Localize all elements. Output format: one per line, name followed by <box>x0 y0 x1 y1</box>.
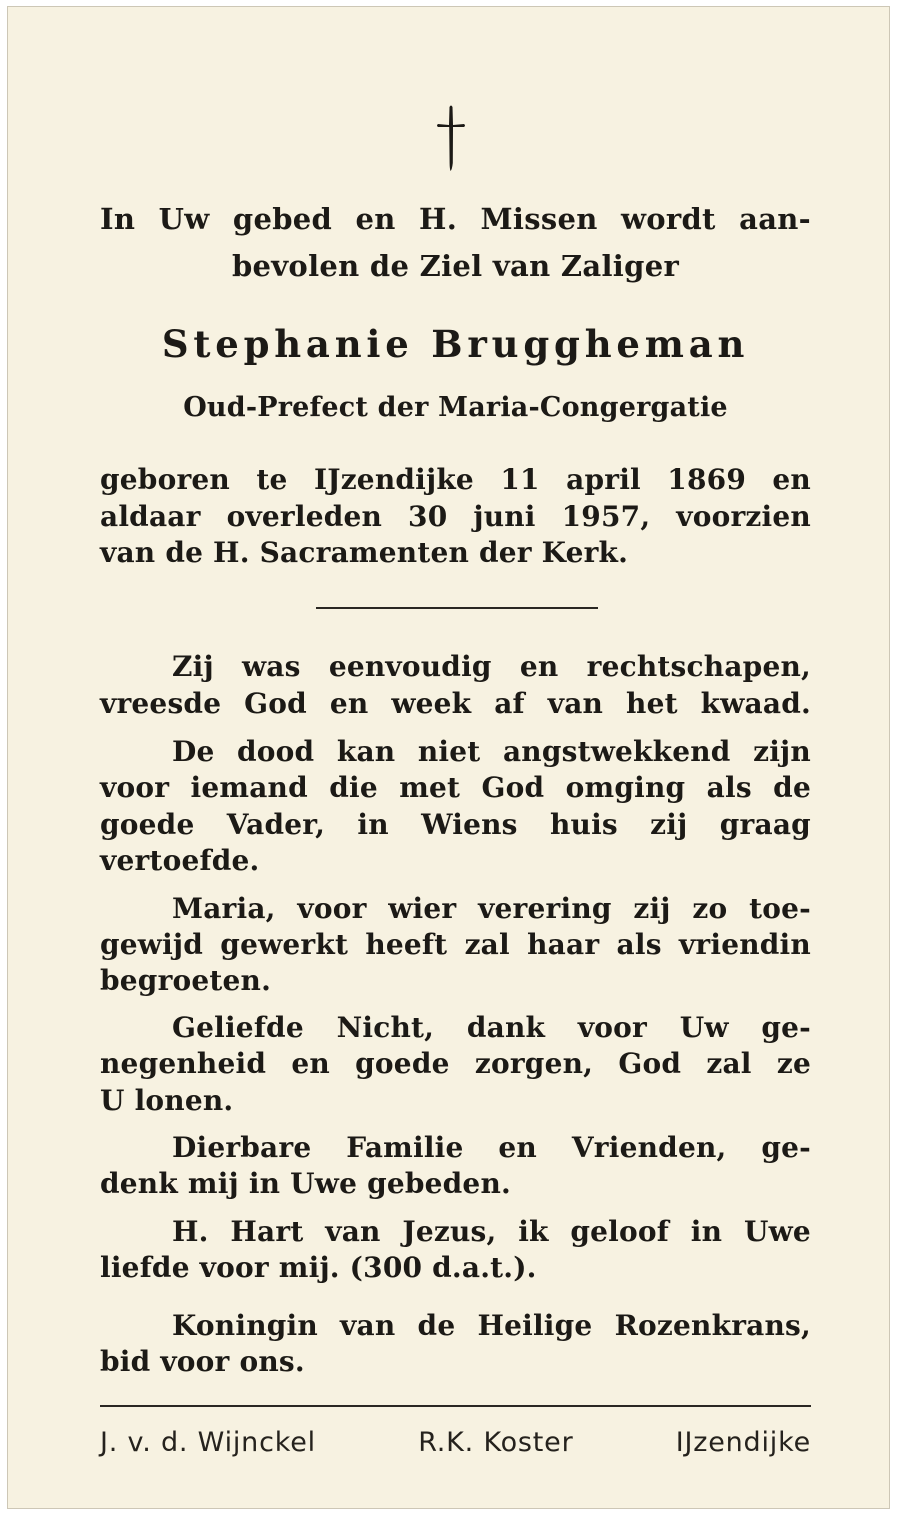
word: dank <box>466 1011 546 1044</box>
word: Maria, <box>172 892 276 925</box>
word: Hart <box>230 1215 304 1248</box>
word: 1869 <box>667 463 747 496</box>
paragraph-2-line-3 <box>100 807 811 843</box>
word: april <box>566 463 641 496</box>
word: 1957, <box>561 500 651 533</box>
paragraph-6-line-1 <box>172 1214 811 1250</box>
word: IJzendijke <box>313 463 474 496</box>
word: voor <box>577 1011 648 1044</box>
word: de <box>773 771 811 804</box>
footer-printer-place: IJzendijke <box>675 1427 811 1458</box>
word: zij <box>650 808 688 841</box>
paragraph-3-line-2 <box>100 927 811 963</box>
paragraph-2-line-1 <box>172 734 811 770</box>
paragraph-3-line-1 <box>172 891 811 927</box>
paragraph-6-line-2: liefde voor mij. (300 d.a.t.). <box>100 1251 537 1284</box>
word: en <box>772 463 811 496</box>
intro-line-1: In Uw gebed en H. Missen wordt aan- <box>100 202 811 236</box>
footer-rule <box>100 1405 811 1407</box>
word: Nicht, <box>336 1011 435 1044</box>
word: zorgen, <box>474 1047 594 1080</box>
word: van <box>340 1309 396 1342</box>
birth-line-1 <box>100 462 811 498</box>
word: vreesde <box>100 687 222 720</box>
intro-line-2: bevolen de Ziel van Zaliger <box>231 249 680 283</box>
word: vriendin <box>678 928 811 961</box>
paragraph-4-line-2 <box>100 1046 811 1082</box>
word: rechtschapen, <box>586 650 811 683</box>
word: van <box>325 1215 381 1248</box>
word: De <box>172 735 215 768</box>
word: zal <box>706 1047 752 1080</box>
word: toe- <box>749 892 811 925</box>
word: van <box>547 687 604 720</box>
word: Uw <box>679 1011 729 1044</box>
word: kwaad. <box>700 687 811 720</box>
word: goede <box>355 1047 450 1080</box>
paragraph-1-line-1 <box>172 649 811 685</box>
word: overleden <box>226 500 383 533</box>
word: heeft <box>365 928 448 961</box>
intro-text <box>100 196 811 290</box>
word: Rozenkrans, <box>614 1309 811 1342</box>
word: en <box>329 687 369 720</box>
word: ge- <box>761 1131 811 1164</box>
word: als <box>706 771 752 804</box>
word: zijn <box>753 735 811 768</box>
word: huis <box>549 808 618 841</box>
word: in <box>357 808 389 841</box>
word: Heilige <box>477 1309 593 1342</box>
footer-printer-name: J. v. d. Wijnckel <box>100 1427 316 1458</box>
word: het <box>626 687 678 720</box>
word: in <box>690 1215 723 1248</box>
word: zij <box>633 892 671 925</box>
word: de <box>417 1309 456 1342</box>
word: Jezus, <box>402 1215 497 1248</box>
separator-line <box>316 607 598 609</box>
word: Uwe <box>743 1215 811 1248</box>
word: ik <box>518 1215 549 1248</box>
word: verering <box>478 892 612 925</box>
word: dood <box>237 735 315 768</box>
word: Koningin <box>172 1309 318 1342</box>
word: Vader, <box>226 808 326 841</box>
paragraph-7-line-1 <box>172 1308 811 1344</box>
word: Zij <box>172 650 214 683</box>
word: niet <box>417 735 481 768</box>
word: goede <box>100 808 195 841</box>
word: Vrienden, <box>571 1131 727 1164</box>
word: haar <box>527 928 600 961</box>
paragraph-7-line-2: bid voor ons. <box>100 1345 305 1378</box>
word: negenheid <box>100 1047 267 1080</box>
word: met <box>399 771 461 804</box>
word: gewerkt <box>220 928 349 961</box>
paragraph-2-line-2 <box>100 770 811 806</box>
word: en <box>519 650 559 683</box>
word: geloof <box>570 1215 670 1248</box>
word: 11 <box>500 463 540 496</box>
word: week <box>391 687 472 720</box>
word: zal <box>464 928 510 961</box>
word: zo <box>692 892 728 925</box>
birth-line-3: van de H. Sacramenten der Kerk. <box>100 536 629 569</box>
word: H. <box>172 1215 209 1248</box>
paragraph-5-line-1 <box>172 1130 811 1166</box>
word: God <box>618 1047 682 1080</box>
word: te <box>256 463 288 496</box>
word: God <box>481 771 545 804</box>
word: Geliefde <box>172 1011 304 1044</box>
cross-icon <box>431 103 471 173</box>
word: voor <box>100 771 170 804</box>
deceased-title: Oud-Prefect der Maria-Congergatie <box>183 392 728 423</box>
word: af <box>494 687 525 720</box>
word: ge- <box>761 1011 811 1044</box>
word: gewijd <box>100 928 204 961</box>
paragraph-5-line-2: denk mij in Uwe gebeden. <box>100 1167 511 1200</box>
word: voorzien <box>676 500 811 533</box>
deceased-name: Stephanie Bruggheman <box>161 322 750 366</box>
word: graag <box>719 808 811 841</box>
birth-line-2 <box>100 499 811 535</box>
paragraph-4-line-1 <box>172 1010 811 1046</box>
word: en <box>291 1047 330 1080</box>
word: Wiens <box>421 808 518 841</box>
paragraph-2-line-4: vertoefde. <box>100 844 260 877</box>
word: juni <box>473 500 536 533</box>
word: Familie <box>346 1131 464 1164</box>
word: eenvoudig <box>328 650 492 683</box>
word: voor <box>297 892 367 925</box>
footer-printer-role: R.K. Koster <box>418 1427 574 1458</box>
word: angstwekkend <box>502 735 731 768</box>
word: Dierbare <box>172 1131 312 1164</box>
paragraph-3-line-3: begroeten. <box>100 964 272 997</box>
word: omging <box>565 771 686 804</box>
word: iemand <box>190 771 308 804</box>
word: wier <box>388 892 457 925</box>
paragraph-1-line-2 <box>100 686 811 722</box>
word: die <box>329 771 378 804</box>
word: als <box>616 928 662 961</box>
word: ze <box>776 1047 811 1080</box>
word: 30 <box>408 500 448 533</box>
word: aldaar <box>100 500 201 533</box>
paragraph-4-line-3: U lonen. <box>100 1084 234 1117</box>
word: en <box>498 1131 537 1164</box>
word: God <box>244 687 307 720</box>
word: geboren <box>100 463 230 496</box>
word: kan <box>336 735 396 768</box>
word: was <box>242 650 301 683</box>
printer-footer <box>100 1423 811 1463</box>
